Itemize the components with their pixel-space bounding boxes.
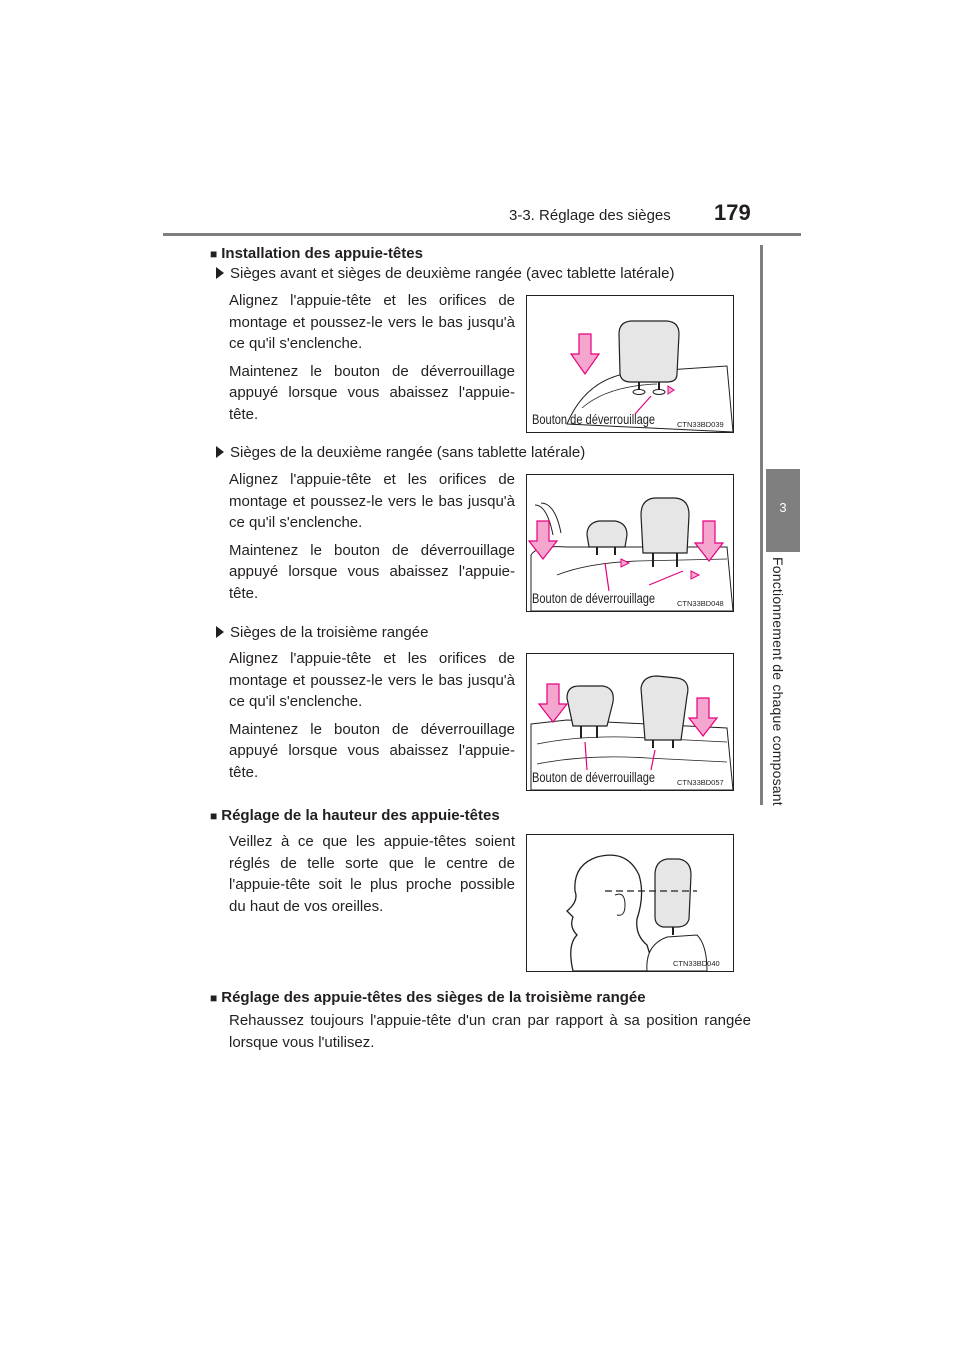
- triangle-bullet-icon: [216, 446, 224, 458]
- chapter-number: 3: [779, 500, 787, 515]
- headrest-icon: [655, 859, 691, 927]
- figure-label: Bouton de déverrouillage: [532, 770, 656, 785]
- section-heading-text: Installation des appuie-têtes: [221, 245, 423, 262]
- head-profile-icon: [567, 855, 655, 971]
- subsection-title: [216, 624, 428, 641]
- figure-code: CTN33BD048: [677, 599, 724, 608]
- down-arrow-icon: [539, 684, 567, 722]
- square-bullet-icon: ■: [210, 247, 218, 261]
- header-rule: [163, 233, 801, 236]
- page-number: 179: [714, 200, 751, 225]
- square-bullet-icon: ■: [210, 809, 218, 823]
- figure-label: Bouton de déverrouillage: [532, 412, 656, 427]
- triangle-bullet-icon: [216, 626, 224, 638]
- paragraph: Alignez l'appuie-tête et les orifices de montage et poussez-le vers le bas jusqu'à ce qu'il s'enclenche.: [229, 471, 515, 531]
- subsection-title-text: Sièges de la troisième rangée: [230, 624, 429, 641]
- paragraph: Alignez l'appuie-tête et les orifices de montage et poussez-le vers le bas jusqu'à ce qu'il s'enclenche.: [229, 650, 515, 710]
- figure-code: CTN33BD040: [673, 959, 720, 968]
- headrest-icon: [619, 321, 679, 382]
- text-block: [229, 290, 515, 425]
- down-arrow-icon: [571, 334, 599, 374]
- section-heading-text: Réglage de la hauteur des appuie-têtes: [221, 807, 500, 824]
- section-heading: [210, 989, 646, 1006]
- paragraph: Maintenez le bouton de déverrouillage appuyé lorsque vous abaissez l'appuie-tête.: [229, 720, 515, 781]
- figure-third-row-headrest: [526, 653, 734, 791]
- headrest-icon: [587, 521, 627, 547]
- figure-code: CTN33BD039: [677, 420, 724, 429]
- subsection-title-text: Sièges avant et sièges de deuxième rangée (avec tablette latérale): [230, 265, 675, 282]
- text-block: [229, 469, 515, 604]
- text-block: [229, 831, 515, 917]
- headrest-icon: [567, 686, 613, 726]
- figure-label: Bouton de déverrouillage: [532, 591, 656, 606]
- square-bullet-icon: ■: [210, 991, 218, 1005]
- headrest-icon: [641, 676, 688, 740]
- section-heading: [210, 245, 423, 262]
- figure-front-headrest: [526, 295, 734, 433]
- section-heading: [210, 807, 500, 824]
- header-section-title: 3-3. Réglage des sièges: [509, 207, 671, 224]
- figure-second-row-headrest: [526, 474, 734, 612]
- figure-code: CTN33BD057: [677, 778, 724, 787]
- headrest-icon: [641, 498, 689, 553]
- figure-headrest-height: [526, 834, 734, 972]
- paragraph: Rehaussez toujours l'appuie-tête d'un cran par rapport à sa position rangée lorsque vous l'utilisez.: [229, 1012, 751, 1051]
- text-block: [229, 1010, 751, 1053]
- paragraph: Maintenez le bouton de déverrouillage appuyé lorsque vous abaissez l'appuie-tête.: [229, 362, 515, 423]
- paragraph: Veillez à ce que les appuie-têtes soient réglés de telle sorte que le centre de l'appuie-tête soit le plus proche possible du haut de vos oreilles.: [229, 833, 515, 915]
- chapter-title: Fonctionnement de chaque composant: [770, 557, 786, 806]
- paragraph: Maintenez le bouton de déverrouillage appuyé lorsque vous abaissez l'appuie-tête.: [229, 541, 515, 602]
- subsection-title: [216, 265, 674, 282]
- text-block: [229, 648, 515, 783]
- subsection-title-text: Sièges de la deuxième rangée (sans tablette latérale): [230, 444, 586, 461]
- paragraph: Alignez l'appuie-tête et les orifices de montage et poussez-le vers le bas jusqu'à ce qu'il s'enclenche.: [229, 292, 515, 352]
- triangle-bullet-icon: [216, 267, 224, 279]
- side-rule: [760, 245, 763, 805]
- subsection-title: [216, 444, 585, 461]
- section-heading-text: Réglage des appuie-têtes des sièges de la troisième rangée: [221, 989, 646, 1006]
